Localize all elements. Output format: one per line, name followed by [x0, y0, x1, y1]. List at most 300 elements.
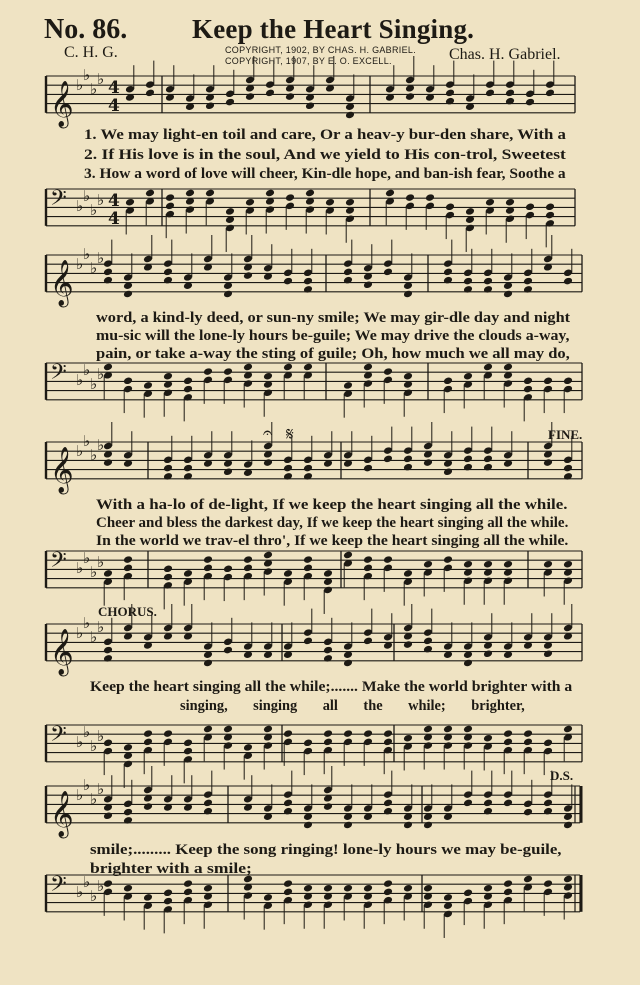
notehead — [203, 884, 213, 893]
notehead — [463, 277, 473, 286]
notehead — [505, 97, 515, 106]
flat-icon: ♭ — [83, 245, 91, 263]
notehead — [403, 290, 413, 299]
notehead — [323, 802, 333, 811]
lyric-line: Keep the heart singing all the while;....... Make the world brighter with a — [90, 679, 573, 695]
notehead — [163, 276, 173, 285]
notehead — [123, 884, 133, 893]
flat-icon: ♭ — [76, 76, 84, 94]
lyric-line: 1. We may light-en toil and care, Or a heav-y bur-den share, With a — [84, 127, 566, 143]
notehead — [283, 472, 293, 481]
notehead — [563, 376, 573, 385]
copyright-line-1: COPYRIGHT, 1902, BY CHAS. H. GABRIEL. — [225, 45, 416, 55]
notehead — [405, 193, 415, 202]
bass-clef-icon: 𝄢 — [50, 360, 67, 390]
notehead — [245, 92, 255, 101]
flat-icon: ♭ — [90, 628, 98, 646]
notehead — [143, 381, 153, 390]
notehead — [443, 268, 453, 277]
lyric-line: 3. How a word of love will cheer, Kin-dle hope, and ban-ish fear, Soothe a — [84, 166, 566, 182]
notehead — [263, 725, 273, 734]
notehead — [323, 569, 333, 578]
notehead — [303, 821, 313, 830]
notehead — [103, 811, 113, 820]
bass-clef-icon: 𝄢 — [50, 872, 67, 902]
treble-clef-icon: 𝄞 — [50, 790, 74, 837]
treble-clef-icon: 𝄞 — [50, 259, 74, 306]
notehead — [383, 879, 393, 888]
notehead — [345, 198, 355, 207]
lyric-line: singing, singing all the while; brighter, — [180, 698, 525, 714]
flat-icon: ♭ — [97, 436, 105, 454]
notehead — [523, 285, 533, 294]
notehead — [285, 92, 295, 101]
notehead — [445, 97, 455, 106]
notehead — [303, 564, 313, 573]
notehead — [483, 807, 493, 816]
notehead — [383, 555, 393, 564]
notehead — [343, 268, 353, 277]
notehead — [545, 202, 555, 211]
notehead — [103, 276, 113, 285]
notehead — [483, 277, 493, 286]
notehead — [403, 455, 413, 464]
notehead — [303, 363, 313, 372]
notehead — [463, 455, 473, 464]
bass-clef-icon: 𝄢 — [50, 722, 67, 752]
flat-icon: ♭ — [76, 255, 84, 273]
notehead — [145, 189, 155, 198]
notehead — [505, 89, 515, 98]
notehead — [405, 92, 415, 101]
notehead — [283, 729, 293, 738]
notehead — [265, 189, 275, 198]
flat-icon: ♭ — [97, 877, 105, 895]
notehead — [443, 725, 453, 734]
notehead — [103, 879, 113, 888]
notehead — [383, 455, 393, 464]
notehead — [423, 645, 433, 654]
notehead — [303, 637, 313, 646]
notehead — [463, 725, 473, 734]
notehead — [163, 564, 173, 573]
notehead — [383, 807, 393, 816]
notehead — [165, 193, 175, 202]
notehead — [323, 646, 333, 655]
lyric-line: 2. If His love is in the soul, And we yield to His con-trol, Sweetest — [84, 147, 566, 163]
notehead — [463, 888, 473, 897]
flat-icon: ♭ — [90, 563, 98, 581]
notehead — [383, 799, 393, 808]
notehead — [483, 884, 493, 893]
notehead — [383, 888, 393, 897]
ds-marker: D.S. — [550, 768, 574, 783]
notehead — [563, 560, 573, 569]
notehead — [183, 464, 193, 473]
lyric-line: word, a kind-ly deed, or sun-ny smile; We may gir-dle day and night — [96, 310, 571, 326]
hymn-title: Keep the Heart Singing. — [192, 14, 475, 44]
notehead — [283, 807, 293, 816]
notehead — [545, 89, 555, 98]
notehead — [143, 738, 153, 747]
notehead — [263, 893, 273, 902]
lyric-line: pain, or take a-way the sting of guile; Oh, how much we all may do, — [96, 346, 570, 362]
notehead — [283, 569, 293, 578]
fermata-icon: 𝄐 — [263, 423, 272, 442]
flat-icon: ♭ — [76, 371, 84, 389]
notehead — [483, 463, 493, 472]
lyric-line: mu-sic will the lone-ly hours be-guile; We may drive the clouds a-way, — [96, 328, 570, 344]
flat-icon: ♭ — [90, 737, 98, 755]
notehead — [363, 729, 373, 738]
flat-icon: ♭ — [76, 786, 84, 804]
notehead — [243, 564, 253, 573]
notehead — [403, 734, 413, 743]
notehead — [523, 875, 533, 884]
flat-icon: ♭ — [90, 446, 98, 464]
notehead — [543, 879, 553, 888]
notehead — [183, 472, 193, 481]
notehead — [345, 111, 355, 120]
notehead — [325, 198, 335, 207]
notehead — [123, 376, 133, 385]
notehead — [323, 654, 333, 663]
flat-icon: ♭ — [90, 375, 98, 393]
treble-clef-icon: 𝄞 — [50, 628, 74, 675]
notehead — [123, 816, 133, 825]
notehead — [103, 458, 113, 467]
notehead — [203, 807, 213, 816]
notehead — [425, 193, 435, 202]
lyric-line: In the world we trav-el thro', If we keep the heart singing all the while. — [96, 533, 569, 549]
notehead — [183, 376, 193, 385]
time-signature-top: 4 — [108, 78, 120, 98]
notehead — [483, 799, 493, 808]
lyric-line: smile;......... Keep the song ringing! lone-ly hours we may be-guile, — [90, 842, 562, 858]
notehead — [503, 290, 513, 299]
notehead — [465, 207, 475, 216]
notehead — [163, 888, 173, 897]
notehead — [343, 276, 353, 285]
notehead — [503, 799, 513, 808]
notehead — [263, 458, 273, 467]
notehead — [223, 467, 233, 476]
notehead — [403, 372, 413, 381]
notehead — [563, 875, 573, 884]
notehead — [123, 808, 133, 817]
notehead — [163, 472, 173, 481]
flat-icon: ♭ — [97, 191, 105, 209]
flat-icon: ♭ — [76, 624, 84, 642]
notehead — [445, 89, 455, 98]
notehead — [363, 637, 373, 646]
notehead — [543, 458, 553, 467]
notehead — [223, 564, 233, 573]
fine-marker: FINE. — [548, 427, 583, 442]
notehead — [243, 555, 253, 564]
notehead — [423, 637, 433, 646]
notehead — [383, 367, 393, 376]
notehead — [483, 649, 493, 658]
notehead — [543, 649, 553, 658]
notehead — [563, 725, 573, 734]
notehead — [203, 564, 213, 573]
notehead — [363, 555, 373, 564]
notehead — [103, 646, 113, 655]
notehead — [323, 884, 333, 893]
notehead — [183, 879, 193, 888]
notehead — [343, 551, 353, 560]
notehead — [543, 738, 553, 747]
notehead — [523, 385, 533, 394]
notehead — [463, 285, 473, 294]
flat-icon: ♭ — [83, 432, 91, 450]
notehead — [123, 290, 133, 299]
notehead — [463, 372, 473, 381]
author-initials: C. H. G. — [64, 44, 118, 61]
notehead — [523, 376, 533, 385]
notehead — [103, 363, 113, 372]
notehead — [363, 464, 373, 473]
notehead — [403, 884, 413, 893]
notehead — [523, 277, 533, 286]
notehead — [103, 654, 113, 663]
time-signature-top: 4 — [108, 191, 120, 211]
notehead — [485, 89, 495, 98]
notehead — [463, 463, 473, 472]
notehead — [143, 729, 153, 738]
notehead — [203, 799, 213, 808]
notehead — [123, 555, 133, 564]
notehead — [183, 738, 193, 747]
notehead — [483, 560, 493, 569]
notehead — [243, 743, 253, 752]
notehead — [403, 640, 413, 649]
flat-icon: ♭ — [76, 733, 84, 751]
notehead — [163, 268, 173, 277]
composer-name: Chas. H. Gabriel. — [449, 46, 561, 63]
bass-clef-icon: 𝄢 — [50, 186, 67, 216]
notehead — [265, 89, 275, 98]
notehead — [383, 738, 393, 747]
notehead — [443, 467, 453, 476]
notehead — [363, 884, 373, 893]
flat-icon: ♭ — [83, 776, 91, 794]
flat-icon: ♭ — [90, 887, 98, 905]
notehead — [423, 560, 433, 569]
notehead — [525, 98, 535, 107]
notehead — [223, 290, 233, 299]
notehead — [243, 271, 253, 280]
notehead — [185, 189, 195, 198]
time-signature-bottom: 4 — [108, 209, 120, 229]
flat-icon: ♭ — [83, 723, 91, 741]
notehead — [363, 363, 373, 372]
notehead — [205, 189, 215, 198]
notehead — [343, 381, 353, 390]
notehead — [503, 363, 513, 372]
flat-icon: ♭ — [83, 361, 91, 379]
notehead — [343, 821, 353, 830]
notehead — [323, 729, 333, 738]
notehead — [483, 285, 493, 294]
flat-icon: ♭ — [97, 249, 105, 267]
notehead — [443, 555, 453, 564]
flat-icon: ♭ — [83, 66, 91, 84]
notehead — [283, 799, 293, 808]
notehead — [505, 198, 515, 207]
notehead — [423, 725, 433, 734]
notehead — [283, 363, 293, 372]
notehead — [303, 472, 313, 481]
notehead — [485, 198, 495, 207]
flat-icon: ♭ — [76, 442, 84, 460]
notehead — [303, 277, 313, 286]
notehead — [443, 376, 453, 385]
flat-icon: ♭ — [97, 70, 105, 88]
notehead — [445, 202, 455, 211]
notehead — [503, 879, 513, 888]
bass-clef-icon: 𝄢 — [50, 548, 67, 578]
notehead — [523, 738, 533, 747]
notehead — [103, 738, 113, 747]
notehead — [283, 888, 293, 897]
flat-icon: ♭ — [90, 201, 98, 219]
flat-icon: ♭ — [83, 614, 91, 632]
flat-icon: ♭ — [97, 780, 105, 798]
notehead — [303, 738, 313, 747]
flat-icon: ♭ — [90, 80, 98, 98]
notehead — [363, 280, 373, 289]
hymn-number: No. 86. — [44, 14, 128, 45]
notehead — [543, 799, 553, 808]
treble-clef-icon: 𝄞 — [50, 80, 74, 127]
notehead — [343, 729, 353, 738]
notehead — [183, 569, 193, 578]
notehead — [143, 802, 153, 811]
notehead — [463, 659, 473, 668]
notehead — [463, 799, 473, 808]
notehead — [563, 472, 573, 481]
flat-icon: ♭ — [97, 553, 105, 571]
lyric-line: Cheer and bless the darkest day, If we keep the heart singing all the while. — [96, 515, 569, 531]
notehead — [503, 738, 513, 747]
notehead — [303, 285, 313, 294]
flat-icon: ♭ — [90, 790, 98, 808]
notehead — [183, 747, 193, 756]
notehead — [563, 821, 573, 830]
notehead — [285, 193, 295, 202]
notehead — [245, 198, 255, 207]
notehead — [443, 276, 453, 285]
notehead — [143, 893, 153, 902]
notehead — [225, 207, 235, 216]
notehead — [103, 268, 113, 277]
notehead — [563, 277, 573, 286]
notehead — [283, 464, 293, 473]
notehead — [263, 551, 273, 560]
notehead — [525, 202, 535, 211]
notehead — [503, 729, 513, 738]
notehead — [503, 888, 513, 897]
notehead — [103, 569, 113, 578]
notehead — [205, 101, 215, 110]
notehead — [323, 738, 333, 747]
notehead — [203, 725, 213, 734]
notehead — [343, 884, 353, 893]
flat-icon: ♭ — [83, 187, 91, 205]
notehead — [223, 367, 233, 376]
notehead — [403, 821, 413, 830]
notehead — [225, 98, 235, 107]
flat-icon: ♭ — [83, 549, 91, 567]
notehead — [123, 743, 133, 752]
notehead — [243, 363, 253, 372]
notehead — [563, 464, 573, 473]
notehead — [523, 729, 533, 738]
notehead — [423, 458, 433, 467]
notehead — [305, 101, 315, 110]
chorus-marker: CHORUS. — [98, 604, 157, 619]
notehead — [403, 569, 413, 578]
flat-icon: ♭ — [97, 618, 105, 636]
notehead — [543, 376, 553, 385]
notehead — [203, 555, 213, 564]
notehead — [283, 277, 293, 286]
notehead — [483, 734, 493, 743]
notehead — [163, 464, 173, 473]
notehead — [305, 189, 315, 198]
notehead — [543, 807, 553, 816]
notehead — [443, 893, 453, 902]
notehead — [183, 385, 193, 394]
notehead — [303, 464, 313, 473]
flat-icon: ♭ — [76, 197, 84, 215]
notehead — [163, 573, 173, 582]
notehead — [545, 211, 555, 220]
copyright-line-2: COPYRIGHT, 1907, BY E. O. EXCELL. — [225, 56, 392, 66]
flat-icon: ♭ — [97, 365, 105, 383]
flat-icon: ♭ — [76, 559, 84, 577]
flat-icon: ♭ — [90, 259, 98, 277]
time-signature-bottom: 4 — [108, 96, 120, 116]
notehead — [423, 821, 433, 830]
notehead — [303, 555, 313, 564]
notehead — [403, 463, 413, 472]
notehead — [223, 725, 233, 734]
notehead — [123, 564, 133, 573]
notehead — [385, 189, 395, 198]
notehead — [343, 659, 353, 668]
notehead — [483, 455, 493, 464]
notehead — [203, 659, 213, 668]
flat-icon: ♭ — [97, 727, 105, 745]
notehead — [223, 646, 233, 655]
notehead — [543, 560, 553, 569]
flat-icon: ♭ — [83, 873, 91, 891]
notehead — [183, 888, 193, 897]
flat-icon: ♭ — [76, 883, 84, 901]
notehead — [203, 367, 213, 376]
notehead — [125, 198, 135, 207]
notehead — [523, 808, 533, 817]
notehead — [163, 897, 173, 906]
notehead — [263, 372, 273, 381]
notehead — [463, 560, 473, 569]
notehead — [145, 89, 155, 98]
lyric-line: With a ha-lo of de-light, If we keep the heart singing all the while. — [96, 497, 568, 513]
notehead — [283, 879, 293, 888]
